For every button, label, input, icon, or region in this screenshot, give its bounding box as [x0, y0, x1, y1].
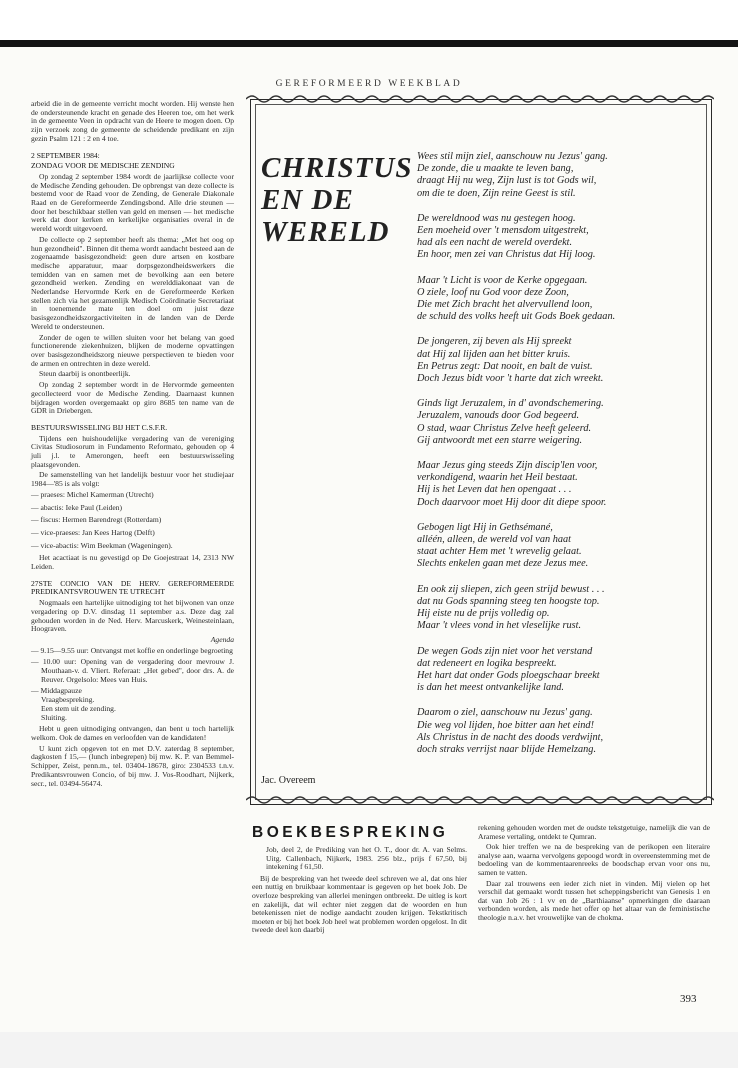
poem-line: Jeruzalem, vanouds door God begeerd. [417, 410, 580, 422]
poem-stanza [417, 584, 707, 633]
agenda-item: — 10.00 uur: Opening van de vergadering door mevrouw J. Mouthaan-v. d. Vliert. Referaat: „Het gebed", door drs. A. de Reuver. Orgelsolo: Mees van Huis. [31, 657, 234, 684]
section-title-medische-zending: ZONDAG VOOR DE MEDISCHE ZENDING [31, 161, 175, 171]
poem-line: Die met Zich bracht het alvervullend loon, [417, 299, 593, 311]
poem-stanza [417, 460, 707, 509]
poem-line: O stad, waar Christus Zelve heeft geleerd. [417, 422, 592, 434]
poem-line: alléén, alleen, de wereld vol van haat [417, 534, 572, 546]
poem-stanza [417, 275, 707, 324]
review-heading: BOEKBESPREKING [252, 824, 449, 841]
paragraph: De collecte op 2 september heeft als thema: „Met het oog op hun gezondheid". Binnen dit thema wordt aandacht besteed aan de zogenaamde basisgezondheid: geen dure artsen en kostbare medische apparatuur, maar dorpsgezondheidswerkers die temidden van en samen met de bevolking aan een betere gezondheid werken. Zending en werelddiakonaat van de Nederlandse Hervormde Kerk en de Gereformeerde Kerken stellen zich via het gezamenlijk Medisch Coördinatie Secretariaat in toenemende mate ten doel om juist deze basisgezondheidszorgactiviteiten in de landen van de Derde Wereld te ondersteunen. [31, 234, 234, 331]
poem-line: De jongeren, zij beven als Hij spreekt [417, 336, 572, 348]
poem-line: had als een nacht de wereld overdekt. [417, 237, 573, 249]
poem-line: dat Hij zal lijden aan het bitter kruis. [417, 348, 571, 360]
poem-line: O ziele, loof nu God voor deze Zoon, [417, 286, 569, 298]
poem-stanza [417, 336, 707, 385]
poem-line: Gij antwoordt met een starre weigering. [417, 434, 583, 446]
poem-line: Maar 't Licht is voor de Kerke opgegaan. [417, 274, 588, 286]
poem-line: Gebogen ligt Hij in Gethsémané, [417, 521, 553, 533]
board-member: — abactis: Ieke Paul (Leiden) [31, 502, 123, 512]
poem-line: Die weg vol lijden, hoe bitter aan het eind! [417, 719, 595, 731]
board-member: — vice-praeses: Jan Kees Hartog (Delft) [31, 527, 155, 537]
agenda-item: — 9.15—9.55 uur: Ontvangst met koffie en onderlinge begroeting [31, 645, 233, 655]
poem-title-line: EN DE [261, 184, 354, 216]
poem-line: Het hart dat onder Gods ploegschaar breekt [417, 669, 600, 681]
poem-title-line: CHRISTUS [261, 152, 413, 184]
poem-line: is dan het meest ontvankelijke land. [417, 682, 564, 694]
ornament-border-bottom [246, 794, 714, 806]
running-header: GEREFORMEERD WEEKBLAD [275, 79, 463, 89]
poem-line: Maar 't vlees vond in het vleselijke rust. [417, 620, 582, 632]
agenda-subitem: Sluiting. [41, 712, 67, 722]
poem-line: Als Christus in de nacht des doods verdwijnt, [417, 731, 604, 743]
poem-line: dat redeneert en logika bespreekt. [417, 657, 557, 669]
paragraph: Op zondag 2 september wordt in de Hervormde gemeenten gecollecteerd voor de Medische Zending. Daarnaast kunnen bijdragen worden overgemaakt op giro 8685 ten name van de GDR in Driebergen. [31, 380, 234, 416]
paragraph: Tijdens een huishoudelijke vergadering van de vereniging Civitas Studiosorum in Fundamento Reformato, gehouden op 4 juli j.l. te Amerongen, heeft een bestuurswisseling plaatsgevonden. [31, 433, 234, 469]
paragraph: Nogmaals een hartelijke uitnodiging tot het bijwonen van onze vergadering op D.V. dinsdag 11 september a.s. Deze dag zal gehouden worden in de Ned. Herv. Marcuskerk, Weinesteinlaan, Hoograven. [31, 598, 234, 634]
poem-line: Ginds ligt Jeruzalem, in d' avondschemering. [417, 398, 604, 410]
poem-author: Jac. Overeem [261, 775, 316, 786]
paragraph: Op zondag 2 september 1984 wordt de jaarlijkse collecte voor de Medische Zending gehouden. De opbrengst van deze collecte is bestemd voor de Raad voor de Zending, de Generale Diakonale Raad en de Gereformeerde Zendingsbond. Alle drie steunen — door het beschikbaar stellen van geld en mensen — het medische werk dat door kerken en kerkelijke organisaties overal in de wereld wordt uitgevoerd. [31, 171, 234, 234]
poem-stanza [417, 646, 707, 695]
poem-stanza [417, 707, 707, 756]
section-title-concio: 27STE CONCIO VAN DE HERV. GEREFORMEERDE PREDIKANTSVROUWEN TE UTRECHT [31, 578, 234, 597]
poem-line: De wegen Gods zijn niet voor het verstand [417, 645, 593, 657]
poem-line: dat nu Gods spanning steeg ten hoogste top. [417, 595, 600, 607]
poem-title [261, 152, 411, 248]
paragraph: De samenstelling van het landelijk bestuur voor het studiejaar 1984—'85 is als volgt: [31, 470, 234, 489]
agenda-item: — Middagpauze [31, 686, 82, 696]
paragraph: rekening gehouden worden met de oudste tekstgetuige, namelijk die van de Aramese vertaling, ontdekt te Qumran. [478, 823, 710, 841]
board-member: — praeses: Michel Kamerman (Utrecht) [31, 489, 154, 499]
book-citation: Job, deel 2, de Prediking van het O. T., door dr. A. van Selms. Uitg. Callenbach, Nijkerk, 1983. 256 blz., prijs f 67,50, bij intekening f 61,50. [266, 845, 467, 872]
poem-line: Daarom o ziel, aanschouw nu Jezus' gang. [417, 707, 593, 719]
agenda-subitem: Een stem uit de zending. [41, 703, 116, 713]
paragraph: U kunt zich opgeven tot en met D.V. zaterdag 8 september, dagkosten f 15,— (lunch inbegrepen) bij mw. K. P. van Bemmel-Schipper, Zeist, penn.m., tel. 03404-18678, giro: 2304533 t.n.v. Predikantsvrouwen Concio, of bij mw. J. Vos-Roodhart, Nijkerk, secr., tel. 03494-56474. [31, 743, 234, 788]
bottom-margin [0, 1032, 738, 1068]
poem-body [417, 151, 707, 769]
poem-line: staat achter Hem met 't wrevelig gelaat. [417, 546, 582, 558]
poem-line: En ook zij sliepen, zich geen strijd bewust . . . [417, 583, 605, 595]
paragraph: Daar zal trouwens een ieder zich niet in vinden. Mij vielen op het verschil dat gemaakt wordt tussen het scheppingsbericht van Genesis 1 en dat van Job 26 : 1 vv en de „Barthiaanse" opmerkingen die daaraan verbonden worden, als mede het offer op het altaar van de feministische theologie n.a.v. het vrouwelijke van de chokma. [478, 878, 710, 922]
agenda-subitem: Vraagbespreking. [41, 695, 95, 705]
intro-paragraph: arbeid die in de gemeente verricht mocht worden. Hij wenste hen de ondersteunende kracht en genade des Heeren toe, om het werk in de gemeente Veen in opdracht van de Heere te mogen doen. Op zijn verzoek zong de gemeente de scheidende predikant en zijn gezin Psalm 121 : 2 en 4 toe. [31, 99, 234, 143]
agenda-heading: Agenda [210, 634, 234, 644]
poem-line: draagt Hij nu weg, Zijn lust is tot Gods wil, [417, 175, 597, 187]
paragraph: Ook hier treffen we na de bespreking van de perikopen een literaire analyse aan, waarna vervolgens gepoogd wordt in overeenstemming met de bedoeling van de kommentaarenreeks de boodschap ervan voor ons nu, samen te vatten. [478, 842, 710, 877]
poem-line: En hoor, men zei van Christus dat Hij loog. [417, 249, 596, 261]
left-column [31, 100, 234, 790]
section-date: 2 SEPTEMBER 1984: [31, 150, 100, 160]
poem-line: de schuld des volks heeft uit Gods Boek gedaan. [417, 311, 616, 323]
review-column-1 [252, 846, 467, 937]
poem-line: verkondigend, waarin het Heil bestaat. [417, 472, 578, 484]
section-title-bestuurswisseling: BESTUURSWISSELING BIJ HET C.S.F.R. [31, 422, 168, 432]
poem-title-line: WERELD [261, 216, 390, 248]
poem-line: Maar Jezus ging steeds Zijn discip'len voor, [417, 460, 598, 472]
poem-line: om die te doen, Zijn reine Geest is stil. [417, 187, 576, 199]
poem-line: doch straks verrijst naar blijde Hemelzang. [417, 743, 597, 755]
poem-line: Doch Jezus bidt voor 't harte dat zich wreekt. [417, 373, 604, 385]
poem-line: Wees stil mijn ziel, aanschouw nu Jezus' gang. [417, 151, 608, 162]
poem-line: De wereldnood was nu gestegen hoog. [417, 212, 576, 224]
review-column-2 [478, 824, 710, 925]
poem-line: De zonde, die u maakte te leven bang, [417, 163, 574, 175]
poem-stanza [417, 398, 707, 447]
poem-stanza [417, 522, 707, 571]
poem-line: En Petrus zegt: Dat nooit, en balt de vuist. [417, 360, 593, 372]
board-member: — vice-abactis: Wim Beekman (Wageningen). [31, 540, 173, 550]
poem-line: Doch daarvoor moet Hij door dit diepe spoor. [417, 496, 607, 508]
paragraph: Hebt u geen uitnodiging ontvangen, dan bent u toch hartelijk welkom. Ook de dames en verloofden van de kandidaten! [31, 724, 234, 742]
poem-line: Hij is het Leven dat hen opengaat . . . [417, 484, 572, 496]
poem-line: Slechts enkelen gaan met deze Jezus mee. [417, 558, 589, 570]
poem-stanza [417, 151, 707, 200]
poem-line: Hij eiste nu de prijs volledig op. [417, 608, 550, 620]
poem-line: Een moeheid over 't mensdom uitgestrekt, [417, 225, 589, 237]
paragraph: Bij de bespreking van het tweede deel schreven we al, dat ons hier een nuttig en bruikbaar kommentaar is gegeven op het boek Job. De overloze bespreking van allerlei meningen ontbreekt. De uitleg is kort en zakelijk, dat wil echter niet zeggen dat de woorden en hun betekenissen niet de nodige aandacht zouden krijgen. Tekstkritisch moeten er bij het boek Job heel wat problemen worden opgelost. In dit tweede deel kon daarbij [252, 873, 467, 935]
paragraph: Steun daarbij is onontbeerlijk. [39, 369, 131, 379]
poem-stanza [417, 213, 707, 262]
top-black-band [0, 40, 738, 47]
board-member: — fiscus: Hermen Barendregt (Rotterdam) [31, 515, 162, 525]
paragraph: Zonder de ogen te willen sluiten voor het belang van goed functionerende ziekenhuizen, blijken de moderne opvattingen over basisgezondheidszorg nieuwe perspectieven te bieden voor de armen en ontrechten in deze wereld. [31, 332, 234, 368]
paragraph: Het acactiaat is nu gevestigd op De Goejestraat 14, 2313 NW Leiden. [31, 553, 234, 572]
page-number: 393 [680, 993, 697, 1005]
